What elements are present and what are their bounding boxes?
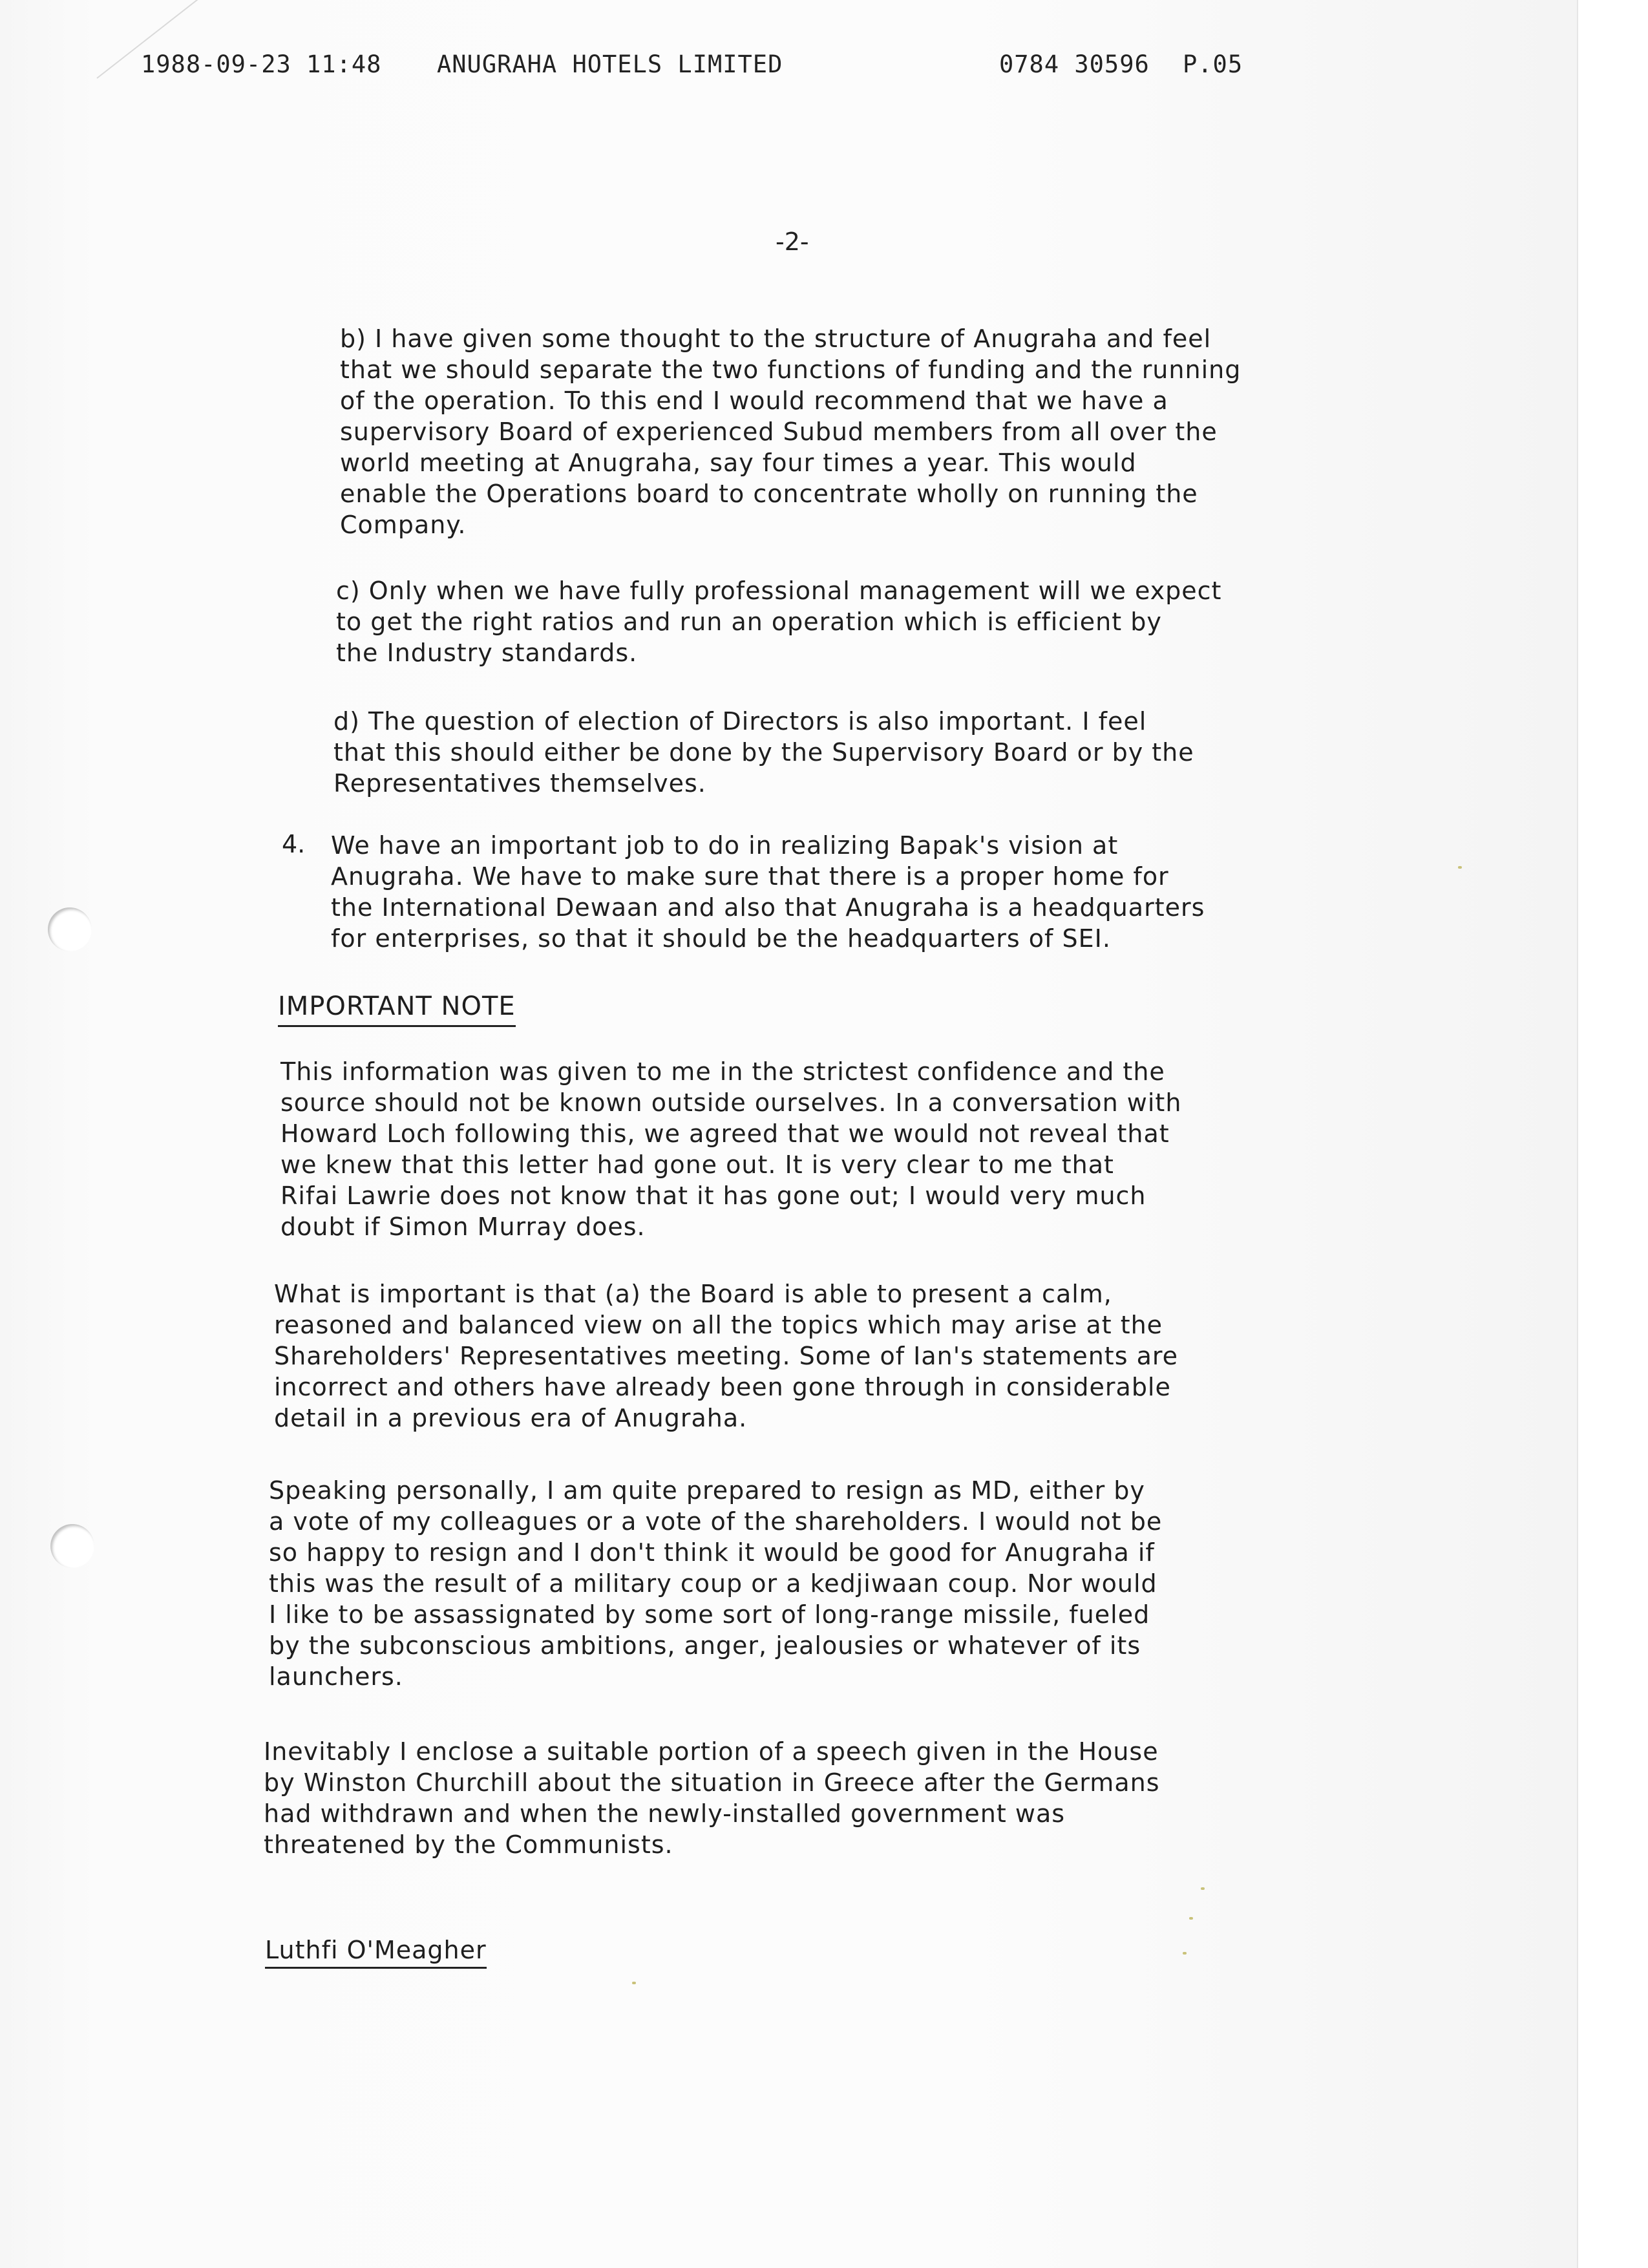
paragraph-d <box>333 706 1194 799</box>
text-line: that we should separate the two functions of funding and the running <box>340 355 1241 384</box>
paragraph-resign <box>269 1475 1162 1692</box>
text-line: world meeting at Anugraha, say four times a year. This would <box>340 449 1137 477</box>
text-line: the Industry standards. <box>336 639 638 667</box>
text-line: by the subconscious ambitions, anger, jealousies or whatever of its <box>269 1631 1141 1660</box>
text-line: enable the Operations board to concentrate wholly on running the <box>340 480 1198 508</box>
text-line: Representatives themselves. <box>333 769 706 798</box>
text-line: supervisory Board of experienced Subud members from all over the <box>340 418 1218 446</box>
text-line: This information was given to me in the strictest confidence and the <box>280 1057 1165 1086</box>
scan-margin <box>1577 0 1648 2268</box>
text-line: Inevitably I enclose a suitable portion of a speech given in the House <box>264 1737 1159 1766</box>
text-line: that this should either be done by the Supervisory Board or by the <box>333 738 1194 767</box>
text-line: we knew that this letter had gone out. It is very clear to me that <box>280 1150 1114 1179</box>
paper-speck <box>1183 1952 1187 1955</box>
text-line: to get the right ratios and run an operation which is efficient by <box>336 608 1162 636</box>
paragraph-confidence <box>280 1056 1181 1242</box>
text-line: so happy to resign and I don't think it would be good for Anugraha if <box>269 1538 1155 1567</box>
important-note-heading: IMPORTANT NOTE <box>278 991 516 1027</box>
text-line: detail in a previous era of Anugraha. <box>274 1404 748 1432</box>
text-line: reasoned and balanced view on all the topics which may arise at the <box>274 1311 1163 1339</box>
paragraph-churchill <box>264 1736 1160 1860</box>
text-line: Shareholders' Representatives meeting. Some of Ian's statements are <box>274 1342 1179 1370</box>
text-line: had withdrawn and when the newly-installed government was <box>264 1799 1066 1828</box>
paragraph-item-4 <box>331 830 1205 954</box>
punch-hole <box>50 1524 94 1568</box>
text-line: Rifai Lawrie does not know that it has gone out; I would very much <box>280 1182 1146 1210</box>
paper-speck <box>1458 866 1462 869</box>
text-line: this was the result of a military coup or a kedjiwaan coup. Nor would <box>269 1569 1157 1598</box>
paper-speck <box>1201 1887 1205 1890</box>
item-4-number: 4. <box>282 830 306 858</box>
paragraph-board <box>274 1278 1178 1434</box>
fax-number: 0784 30596 <box>999 50 1150 78</box>
punch-hole <box>48 907 92 951</box>
text-line: doubt if Simon Murray does. <box>280 1213 646 1241</box>
text-line: of the operation. To this end I would recommend that we have a <box>340 387 1168 415</box>
signature-name: Luthfi O'Meagher <box>265 1936 487 1969</box>
text-line: Speaking personally, I am quite prepared to resign as MD, either by <box>269 1476 1145 1505</box>
fax-datetime: 1988-09-23 11:48 <box>141 50 382 78</box>
text-line: Company. <box>340 511 467 539</box>
text-line: for enterprises, so that it should be the headquarters of SEI. <box>331 924 1111 953</box>
text-line: b) I have given some thought to the structure of Anugraha and feel <box>340 324 1212 353</box>
paper-speck <box>1189 1917 1193 1920</box>
text-line: incorrect and others have already been gone through in considerable <box>274 1373 1171 1401</box>
text-line: Anugraha. We have to make sure that there is a proper home for <box>331 862 1169 891</box>
paper-speck <box>632 1982 636 1984</box>
text-line: threatened by the Communists. <box>264 1830 673 1859</box>
text-line: What is important is that (a) the Board is able to present a calm, <box>274 1280 1112 1308</box>
text-line: We have an important job to do in realizing Bapak's vision at <box>331 831 1119 860</box>
text-line: a vote of my colleagues or a vote of the shareholders. I would not be <box>269 1507 1163 1536</box>
fax-company: ANUGRAHA HOTELS LIMITED <box>437 50 783 78</box>
paragraph-c <box>336 575 1221 668</box>
page-number: -2- <box>776 228 809 256</box>
fax-page: P.05 <box>1183 50 1243 78</box>
text-line: launchers. <box>269 1662 403 1691</box>
text-line: I like to be assassignated by some sort of long-range missile, fueled <box>269 1600 1150 1629</box>
text-line: the International Dewaan and also that Anugraha is a headquarters <box>331 893 1205 922</box>
text-line: Howard Loch following this, we agreed that we would not reveal that <box>280 1119 1170 1148</box>
paragraph-b <box>340 323 1241 540</box>
text-line: c) Only when we have fully professional management will we expect <box>336 577 1222 605</box>
text-line: source should not be known outside ourselves. In a conversation with <box>280 1088 1182 1117</box>
text-line: by Winston Churchill about the situation in Greece after the Germans <box>264 1768 1160 1797</box>
text-line: d) The question of election of Directors is also important. I feel <box>333 707 1147 736</box>
